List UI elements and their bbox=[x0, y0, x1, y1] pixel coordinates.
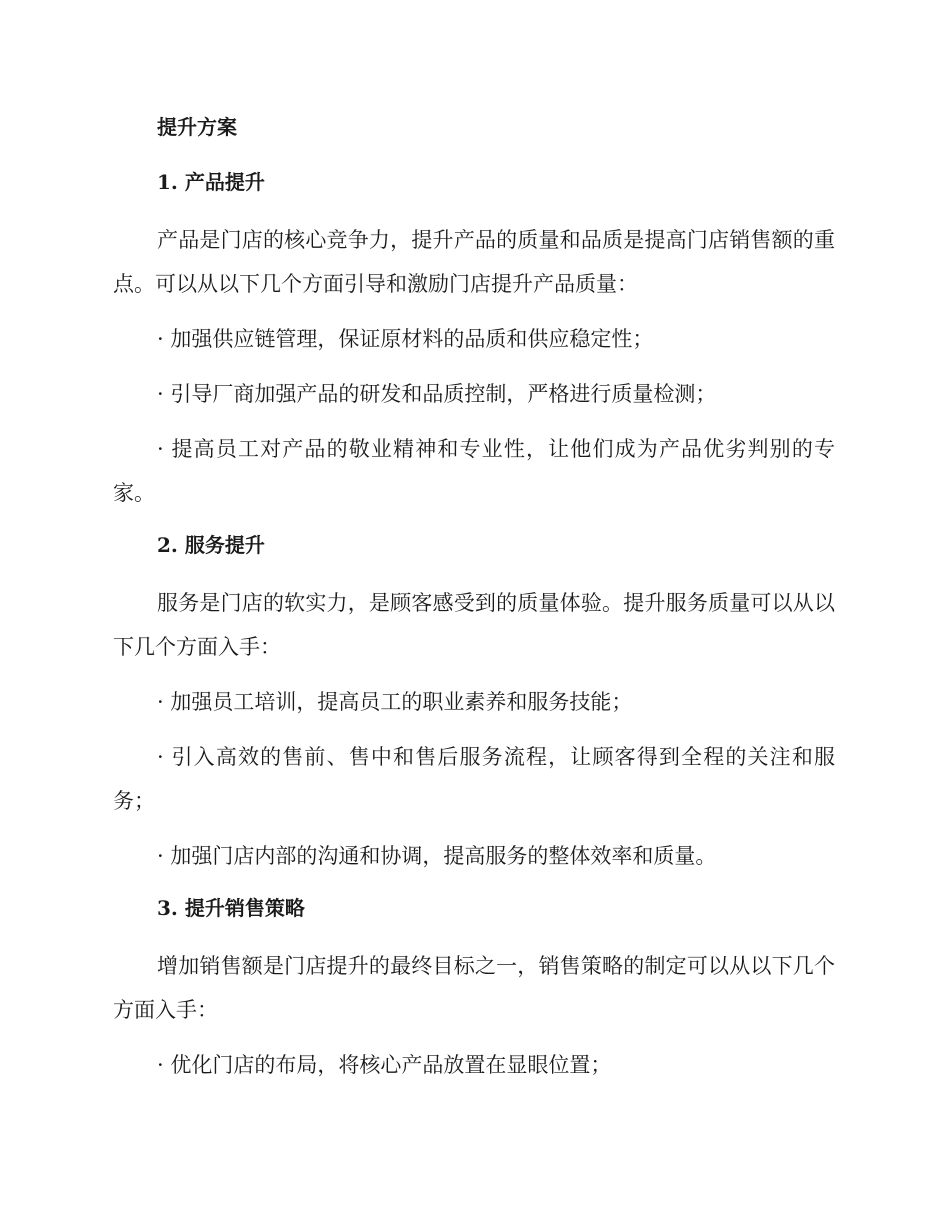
section-heading: 2. 服务提升 bbox=[157, 533, 265, 557]
document-title: 提升方案 bbox=[157, 115, 237, 139]
section-intro: 服务是门店的软实力，是顾客感受到的质量体验。提升服务质量可以从以下几个方面入手： bbox=[113, 591, 835, 659]
list-item: · 加强门店内部的沟通和协调，提高服务的整体效率和质量。 bbox=[157, 844, 717, 868]
section-service bbox=[113, 526, 835, 878]
list-item: · 优化门店的布局，将核心产品放置在显眼位置； bbox=[157, 1053, 612, 1077]
list-item: · 加强供应链管理，保证原材料的品质和供应稳定性； bbox=[157, 327, 654, 351]
section-heading: 3. 提升销售策略 bbox=[157, 896, 305, 920]
section-intro: 产品是门店的核心竞争力，提升产品的质量和品质是提高门店销售额的重点。可以从以下几个方面引导和激励门店提升产品质量： bbox=[113, 228, 835, 296]
list-item: · 引入高效的售前、售中和售后服务流程，让顾客得到全程的关注和服务； bbox=[113, 745, 835, 813]
section-product bbox=[113, 163, 835, 515]
section-intro: 增加销售额是门店提升的最终目标之一，销售策略的制定可以从以下几个方面入手： bbox=[113, 954, 835, 1022]
list-item: · 加强员工培训，提高员工的职业素养和服务技能； bbox=[157, 690, 633, 714]
document-page bbox=[113, 108, 835, 1098]
section-sales-strategy bbox=[113, 889, 835, 1087]
list-item: · 提高员工对产品的敬业精神和专业性，让他们成为产品优劣判别的专家。 bbox=[113, 437, 835, 505]
section-heading: 1. 产品提升 bbox=[157, 170, 265, 194]
list-item: · 引导厂商加强产品的研发和品质控制，严格进行质量检测； bbox=[157, 382, 717, 406]
